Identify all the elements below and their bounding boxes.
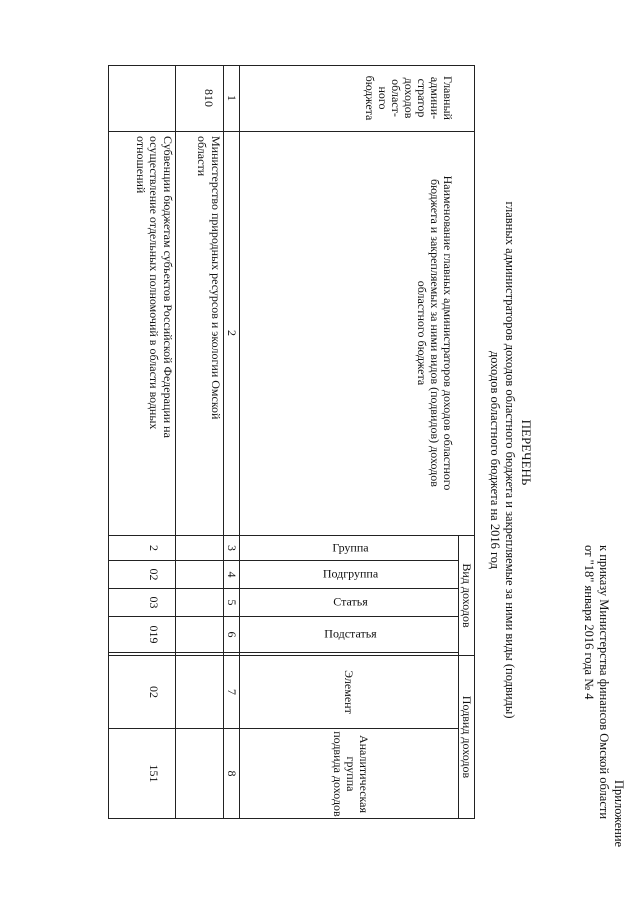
row-2-analit: 151 [147,764,161,783]
row-1-admin-code: 810 [202,89,216,107]
document-title: ПЕРЕЧЕНЬ [519,419,534,486]
header-gruppa: Группа [332,540,369,555]
header-element: Элемент [342,670,356,714]
appendix-line-3: от "18" января 2016 года № 4 [582,545,596,700]
document-subtitle-line-1: главных администраторов доходов областного бюджета и закрепляемые за ними виды (подвиды) [503,201,517,719]
col-number-5: 5 [225,599,239,606]
header-vid-dohodov: Вид доходов [460,563,474,628]
header-admin: Главный админи- стратор доходов област- ного бюджета [363,75,455,121]
col-number-8: 8 [225,770,239,777]
col-number-4: 4 [225,571,239,578]
row-1-name: Министерство природных ресурсов и экологии Омской области [195,136,223,420]
row-2-podstatya: 019 [147,625,161,644]
header-name: Наименование главных администраторов доходов областного бюджета и закрепляемых за ними видов (подвидов) доходов областного бюджета [415,175,455,491]
col-number-7: 7 [225,689,239,695]
header-podstatya: Подстатья [324,626,377,641]
row-2-statya: 03 [147,596,161,609]
document-subtitle-line-2: доходов областного бюджета на 2016 год [488,350,502,570]
col-number-3: 3 [225,545,239,551]
col-number-6: 6 [225,631,239,638]
header-analit: Аналитическая группа подвида доходов [331,731,371,817]
row-2-element: 02 [147,686,161,698]
header-podvid-dohodov: Подвид доходов [460,695,474,779]
col-number-1: 1 [225,95,239,101]
appendix-line-1: Приложение [612,780,626,848]
appendix-line-2: к приказу Министерства финансов Омской области [597,545,611,820]
header-podgruppa: Подгруппа [322,566,379,581]
row-2-gruppa: 2 [147,545,161,551]
col-number-2: 2 [225,330,239,336]
row-2-name: Субвенции бюджетам субъектов Российской Федерации на осуществление отдельных полномочий в области водных отношений [134,136,175,438]
header-statya: Статья [333,594,368,609]
row-2-podgruppa: 02 [147,568,161,581]
